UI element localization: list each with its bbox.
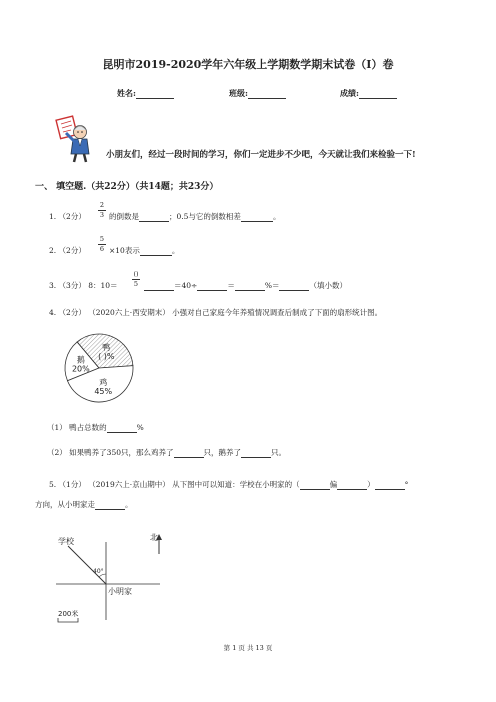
q3-body xyxy=(144,280,347,291)
q4-sub2-blank-2[interactable] xyxy=(241,449,271,458)
q1-text-b: ；0.5与它的倒数相差 xyxy=(169,212,241,221)
q5-line2-text-b: 。 xyxy=(125,500,133,509)
q4-sub2-text-b: 只，鹅养了 xyxy=(203,448,241,457)
class-field xyxy=(229,88,286,99)
score-field xyxy=(340,88,397,99)
q4-points: （2分） xyxy=(58,308,86,317)
q5-source: （2019六上·京山期中） xyxy=(88,480,170,489)
direction-map xyxy=(50,530,180,626)
name-field xyxy=(117,88,174,99)
q3-text-e: （填小数） xyxy=(309,281,347,290)
section-number: 一、 xyxy=(35,182,54,192)
q3-fraction xyxy=(132,271,140,288)
q5-text-d: ° xyxy=(404,480,409,489)
q3-frac-num: () xyxy=(133,270,139,278)
q2-text-a: ×10表示 xyxy=(109,246,140,255)
q1-points: （2分） xyxy=(58,212,86,221)
class-label: 班级: xyxy=(229,88,248,98)
q1-fraction xyxy=(98,202,106,219)
q3-blank-4[interactable] xyxy=(279,282,309,291)
name-label: 姓名: xyxy=(117,88,136,98)
home-label: 小明家 xyxy=(108,587,132,596)
q1-text-a: 的倒数是 xyxy=(109,212,139,221)
q4-number: 4. xyxy=(49,308,57,317)
scale-label: 200米 xyxy=(58,610,79,618)
q3-blank-2[interactable] xyxy=(197,282,227,291)
q5-blank-2[interactable] xyxy=(337,481,367,490)
pie-label-category-2: 鸡 xyxy=(99,378,108,388)
q2-text-b: 。 xyxy=(171,246,180,255)
q1-frac-den: 3 xyxy=(99,211,105,219)
pie-chart xyxy=(56,330,142,406)
pie-label-category-0: 鹅 xyxy=(76,355,85,365)
q2-fraction xyxy=(98,236,106,253)
intro-text: 小朋友们，经过一段时间的学习，你们一定进步不少吧，今天就让我们来检验一下! xyxy=(106,150,416,160)
teacher-illustration xyxy=(46,112,106,164)
q5-text-c: ） xyxy=(367,480,375,489)
q4-text: 小强对自己家庭今年养殖情况调查后制成了下面的扇形统计图。 xyxy=(172,308,383,317)
q2-blank-1[interactable] xyxy=(140,247,172,256)
question-4 xyxy=(49,307,382,318)
q4-sub2-text-c: 只。 xyxy=(271,448,286,457)
q1-frac-num: 2 xyxy=(99,201,105,209)
pie-label-value-1: ( )% xyxy=(98,351,115,361)
q2-points: （2分） xyxy=(58,246,86,255)
q2-body xyxy=(109,245,179,256)
q4-sub1-number: （1） xyxy=(47,423,67,432)
q5-text-b: 偏 xyxy=(329,480,338,489)
north-label: 北 xyxy=(150,533,158,542)
q5-line2-text-a: 方向，从小明家走 xyxy=(35,500,95,509)
q2-frac-den: 6 xyxy=(99,245,105,253)
q4-sub-1 xyxy=(47,422,144,433)
q3-points: （3分） xyxy=(58,281,86,290)
score-label: 成绩: xyxy=(340,88,359,98)
class-blank[interactable] xyxy=(248,90,286,99)
q5-blank-4[interactable] xyxy=(95,501,125,510)
q4-source: （2020六上·西安期末） xyxy=(88,308,170,317)
q1-blank-2[interactable] xyxy=(241,213,273,222)
section-title: 填空题.（共22分）（共14题；共23分） xyxy=(56,182,219,192)
q5-blank-1[interactable] xyxy=(300,481,330,490)
q4-sub1-unit: % xyxy=(136,423,144,432)
page-title: 昆明市2019-2020学年六年级上学期数学期末试卷（I）卷 xyxy=(102,58,394,71)
school-line xyxy=(68,546,106,584)
q4-sub2-blank-1[interactable] xyxy=(174,449,204,458)
pie-label-value-0: 20% xyxy=(71,364,90,374)
q5-line-2 xyxy=(35,499,133,510)
q4-sub2-number: （2） xyxy=(47,448,67,457)
pie-label-value-2: 45% xyxy=(94,387,113,397)
scale-bar xyxy=(58,618,78,622)
pie-label-category-1: 鸭 xyxy=(102,342,111,352)
q2-number: 2. xyxy=(49,246,57,255)
q5-number: 5. xyxy=(49,480,57,489)
q4-sub2-text-a: 如果鸭养了350只，那么鸡养了 xyxy=(69,448,174,457)
question-3 xyxy=(49,280,118,291)
angle-label: 40° xyxy=(93,568,104,575)
question-2 xyxy=(49,245,86,256)
q1-body xyxy=(109,211,280,222)
q3-blank-1[interactable] xyxy=(144,282,174,291)
q1-number: 1. xyxy=(49,212,57,221)
page-footer: 第 1 页 共 13 页 xyxy=(223,644,273,652)
q5-blank-3[interactable] xyxy=(375,481,405,490)
q4-sub1-blank[interactable] xyxy=(107,424,137,433)
q5-points: （1分） xyxy=(58,480,86,489)
question-1 xyxy=(49,211,86,222)
q3-number: 3. xyxy=(49,281,57,290)
q4-sub1-text: 鸭占总数的 xyxy=(69,423,107,432)
q2-frac-num: 5 xyxy=(99,235,105,243)
q3-text-d: %＝ xyxy=(264,281,280,290)
q1-blank-1[interactable] xyxy=(139,213,169,222)
school-label: 学校 xyxy=(58,537,74,546)
score-blank[interactable] xyxy=(359,90,397,99)
q3-blank-3[interactable] xyxy=(235,282,265,291)
q3-text-a: 8：10＝ xyxy=(88,281,118,290)
q3-text-b: ＝40÷ xyxy=(174,281,198,290)
name-blank[interactable] xyxy=(136,90,174,99)
section-heading xyxy=(35,179,218,192)
question-5 xyxy=(49,479,408,490)
q5-text-a: 从下图中可以知道：学校在小明家的（ xyxy=(172,480,300,489)
q3-text-c: ＝ xyxy=(227,281,235,290)
q4-sub-2 xyxy=(47,447,286,458)
q3-frac-den: 5 xyxy=(133,280,139,288)
q1-text-c: 。 xyxy=(272,212,281,221)
